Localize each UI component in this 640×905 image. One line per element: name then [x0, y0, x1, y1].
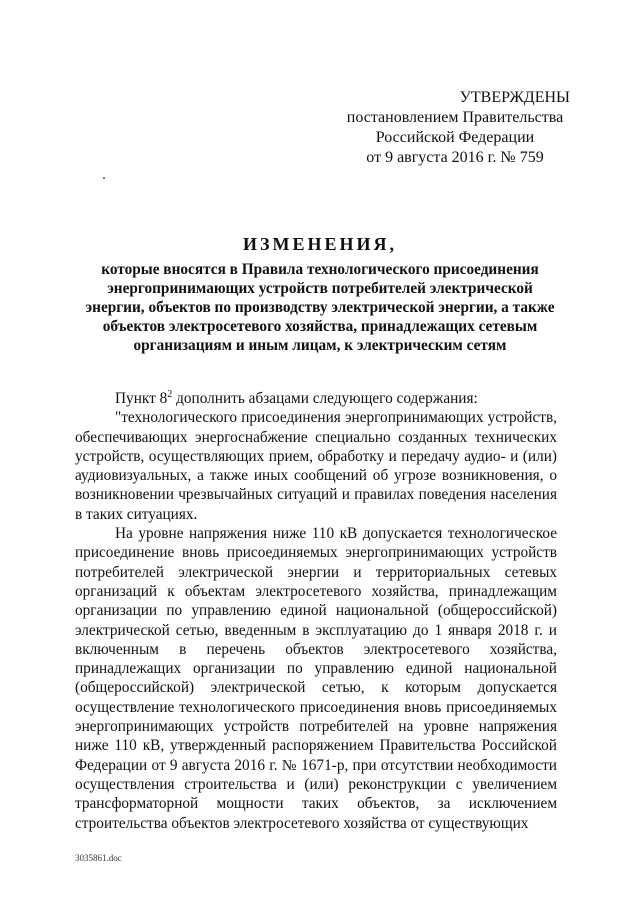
paragraph-1-prefix: Пункт 8 — [115, 390, 168, 407]
approval-block — [330, 88, 580, 168]
paragraph-2: "технологического присоединения энергопринимающих устройств, обеспечивающих энергоснабжение специально созданных технических устройств, осуществляющих прием, обработку и передачу аудио- и (или) аудиовизуальных, а также иных сообщений об угрозе возникновения, о возникновении чрезвычайных ситуаций и правилах поведения населения в таких ситуациях. — [75, 409, 557, 523]
document-body — [75, 389, 557, 833]
file-name-footer: 3035861.doc — [75, 853, 122, 863]
paragraph-1-suffix: дополнить абзацами следующего содержания: — [172, 390, 478, 407]
approval-heading: УТВЕРЖДЕНЫ — [459, 89, 570, 106]
paragraph-1 — [75, 389, 557, 408]
approval-line-2: Российской Федерации — [375, 129, 535, 146]
paragraph-1-superscript: 2 — [167, 388, 173, 400]
scan-speck — [103, 177, 105, 179]
document-subtitle: которые вносятся в Правила технологического присоединения энергопринимающих устройств потребителей электрической энергии, объектов по производству электрической энергии, а также объектов электросетевого хозяйства, принадлежащих сетевым организациям и иным лицам, к электрическим сетям — [85, 261, 555, 354]
approval-line-3: от 9 августа 2016 г. № 759 — [366, 149, 544, 166]
approval-line-1: постановлением Правительства — [346, 109, 564, 126]
document-title: ИЗМЕНЕНИЯ, — [242, 234, 397, 254]
paragraph-3: На уровне напряжения ниже 110 кВ допускается технологическое присоединение вновь присоединяемых энергопринимающих устройств потребителей электрической энергии и территориальных сетевых организаций к объектам электросетевого хозяйства, принадлежащим организации по управлению единой национальной (общероссийской) электрической сетью, введенным в эксплуатацию до 1 января 2018 г. и включенным в перечень объектов электросетевого хозяйства, принадлежащих организации по управлению единой национальной (общероссийской) электрической сетью, к которым допускается осуществление технологического присоединения вновь присоединяемых энергопринимающих устройств потребителей на уровне напряжения ниже 110 кВ, утвержденный распоряжением Правительства Российской Федерации от 9 августа 2016 г. № 1671-р, при отсутствии необходимости осуществления строительства и (или) реконструкции с увеличением трансформаторной мощности таких объектов, за исключением строительства объектов электросетевого хозяйства от существующих — [75, 525, 557, 832]
